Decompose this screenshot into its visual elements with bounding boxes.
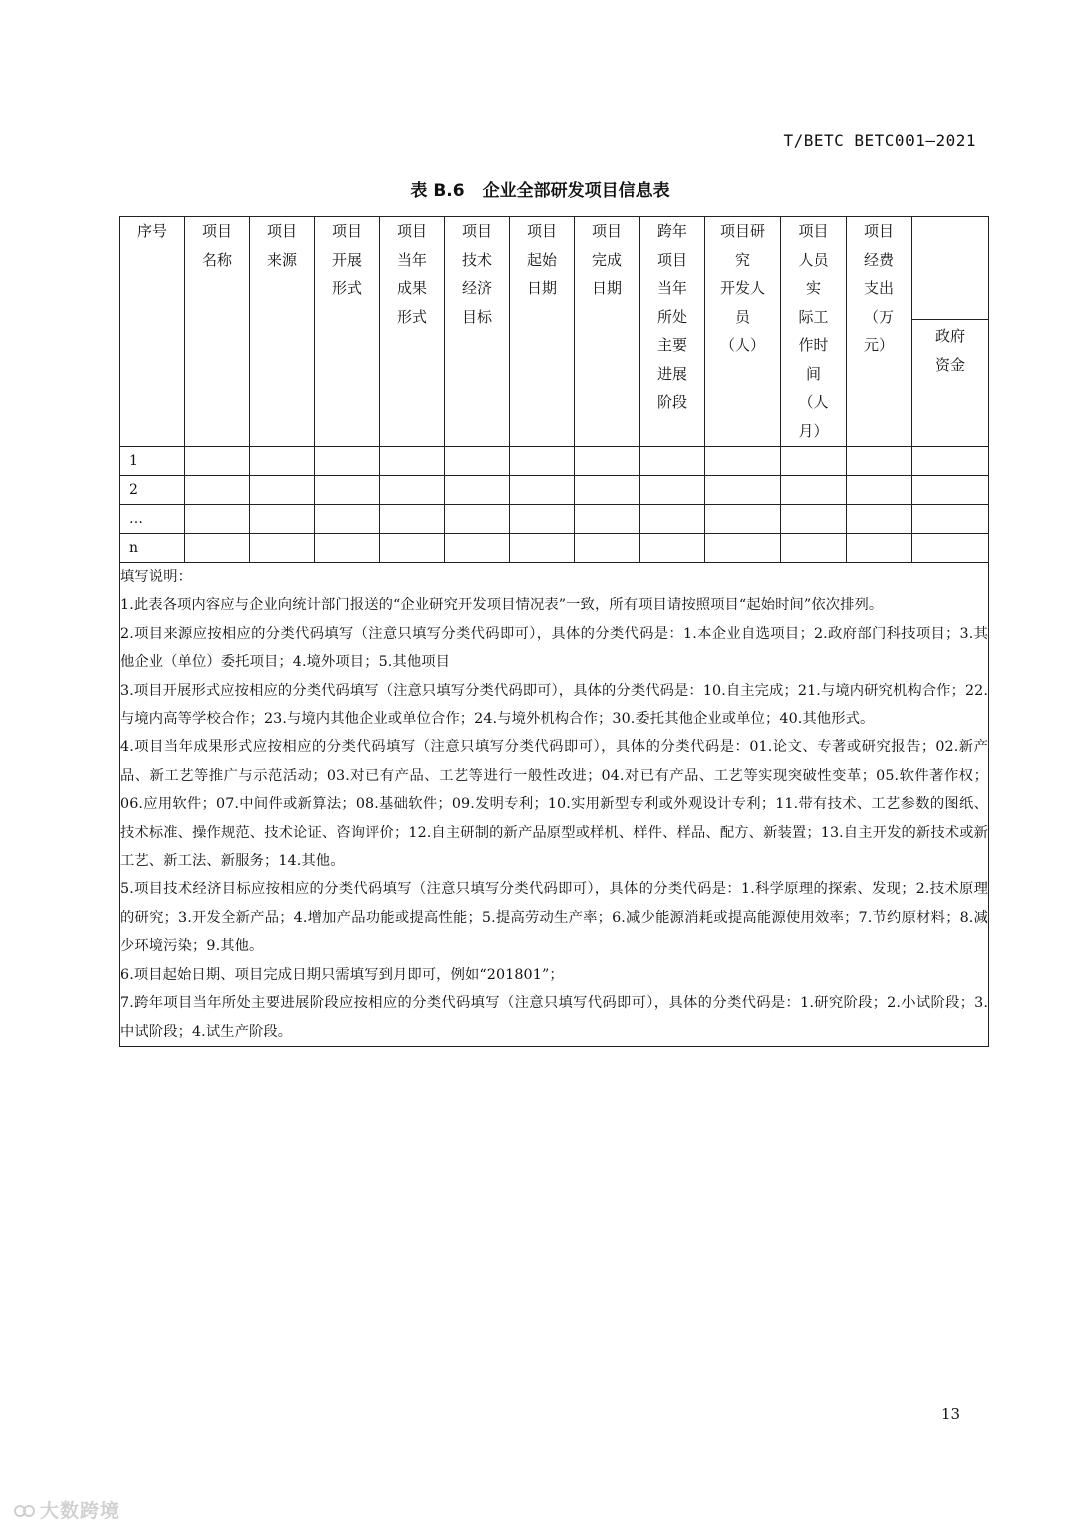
table-row xyxy=(120,534,989,563)
watermark xyxy=(14,1496,120,1523)
table-row xyxy=(120,447,989,476)
row-index: n xyxy=(120,534,185,563)
col-header-government-funds: 政府 资金 xyxy=(912,217,989,447)
row-index: … xyxy=(120,505,185,534)
row-index: 1 xyxy=(120,447,185,476)
col-header: 项目 完成 日期 xyxy=(575,217,640,447)
table-title-text: 企业全部研发项目信息表 xyxy=(482,181,670,201)
col-header: 序号 xyxy=(120,217,185,447)
col-header: 项目 起始 日期 xyxy=(510,217,575,447)
standard-code: T/BETC BETC001—2021 xyxy=(783,131,976,150)
note-item: 2.项目来源应按相应的分类代码填写（注意只填写分类代码即可），具体的分类代码是：1.本企业自选项目；2.政府部门科技项目；3.其他企业（单位）委托项目；4.境外项目；5.其他项目 xyxy=(120,625,988,671)
filling-notes xyxy=(120,563,989,1047)
col-header: 项目 开展 形式 xyxy=(315,217,380,447)
table-header-row xyxy=(120,217,989,447)
col-header: 跨年 项目 当年 所处 主要 进展 阶段 xyxy=(640,217,705,447)
col-header: 项目 技术 经济 目标 xyxy=(445,217,510,447)
col-header: 项目 来源 xyxy=(250,217,315,447)
table-row xyxy=(120,476,989,505)
notes-row xyxy=(120,563,989,1047)
col-header: 项目 经费 支出 （万 元） xyxy=(847,217,912,447)
notes-title: 填写说明： xyxy=(120,569,192,585)
table-row xyxy=(120,505,989,534)
note-item: 3.项目开展形式应按相应的分类代码填写（注意只填写分类代码即可），具体的分类代码是：10.自主完成；21.与境内研究机构合作；22.与境内高等学校合作；23.与境内其他企业或单位合作；24.与境外机构合作；30.委托其他企业或单位；40.其他形式。 xyxy=(120,682,988,728)
note-item: 7.跨年项目当年所处主要进展阶段应按相应的分类代码填写（注意只填写代码即可），具体的分类代码是：1.研究阶段；2.小试阶段；3.中试阶段；4.试生产阶段。 xyxy=(120,995,988,1040)
watermark-text: 大数跨境 xyxy=(40,1500,121,1522)
page-number: 13 xyxy=(941,1405,961,1423)
col-header: 项目 名称 xyxy=(185,217,250,447)
col-header: 项目 人员 实 际工 作时 间 （人 月） xyxy=(781,217,847,447)
table-title xyxy=(0,176,1080,201)
watermark-logo-icon xyxy=(14,1502,36,1520)
row-index: 2 xyxy=(120,476,185,505)
table-id: 表 B.6 xyxy=(410,181,465,201)
note-item: 5.项目技术经济目标应按相应的分类代码填写（注意只填写分类代码即可），具体的分类代码是：1.科学原理的探索、发现；2.技术原理的研究；3.开发全新产品；4.增加产品功能或提高性能；5.提高劳动生产率；6.减少能源消耗或提高能源使用效率；7.节约原材料；8.减少环境污染；9.其他。 xyxy=(120,881,988,955)
note-item: 1.此表各项内容应与企业向统计部门报送的“企业研究开发项目情况表”一致，所有项目请按照项目“起始时间”依次排列。 xyxy=(120,597,884,614)
rd-project-info-table xyxy=(119,216,989,1047)
col-header: 项目 当年 成果 形式 xyxy=(380,217,445,447)
note-item: 4.项目当年成果形式应按相应的分类代码填写（注意只填写分类代码即可），具体的分类代码是：01.论文、专著或研究报告；02.新产品、新工艺等推广与示范活动；03.对已有产品、工艺等进行一般性改进；04.对已有产品、工艺等实现突破性变革；05.软件著作权；06.应用软件；07.中间件或新算法；08.基础软件；09.发明专利；10.实用新型专利或外观设计专利；11.带有技术、工艺参数的图纸、技术标准、操作规范、技术论证、咨询评价；12.自主研制的新产品原型或样机、样件、样品、配方、新装置；13.自主开发的新技术或新工艺、新工法、新服务；14.其他。 xyxy=(120,739,988,870)
note-item: 6.项目起始日期、项目完成日期只需填写到月即可，例如“201801”； xyxy=(120,966,564,983)
col-header: 项目研 究 开发人 员 （人） xyxy=(705,217,781,447)
